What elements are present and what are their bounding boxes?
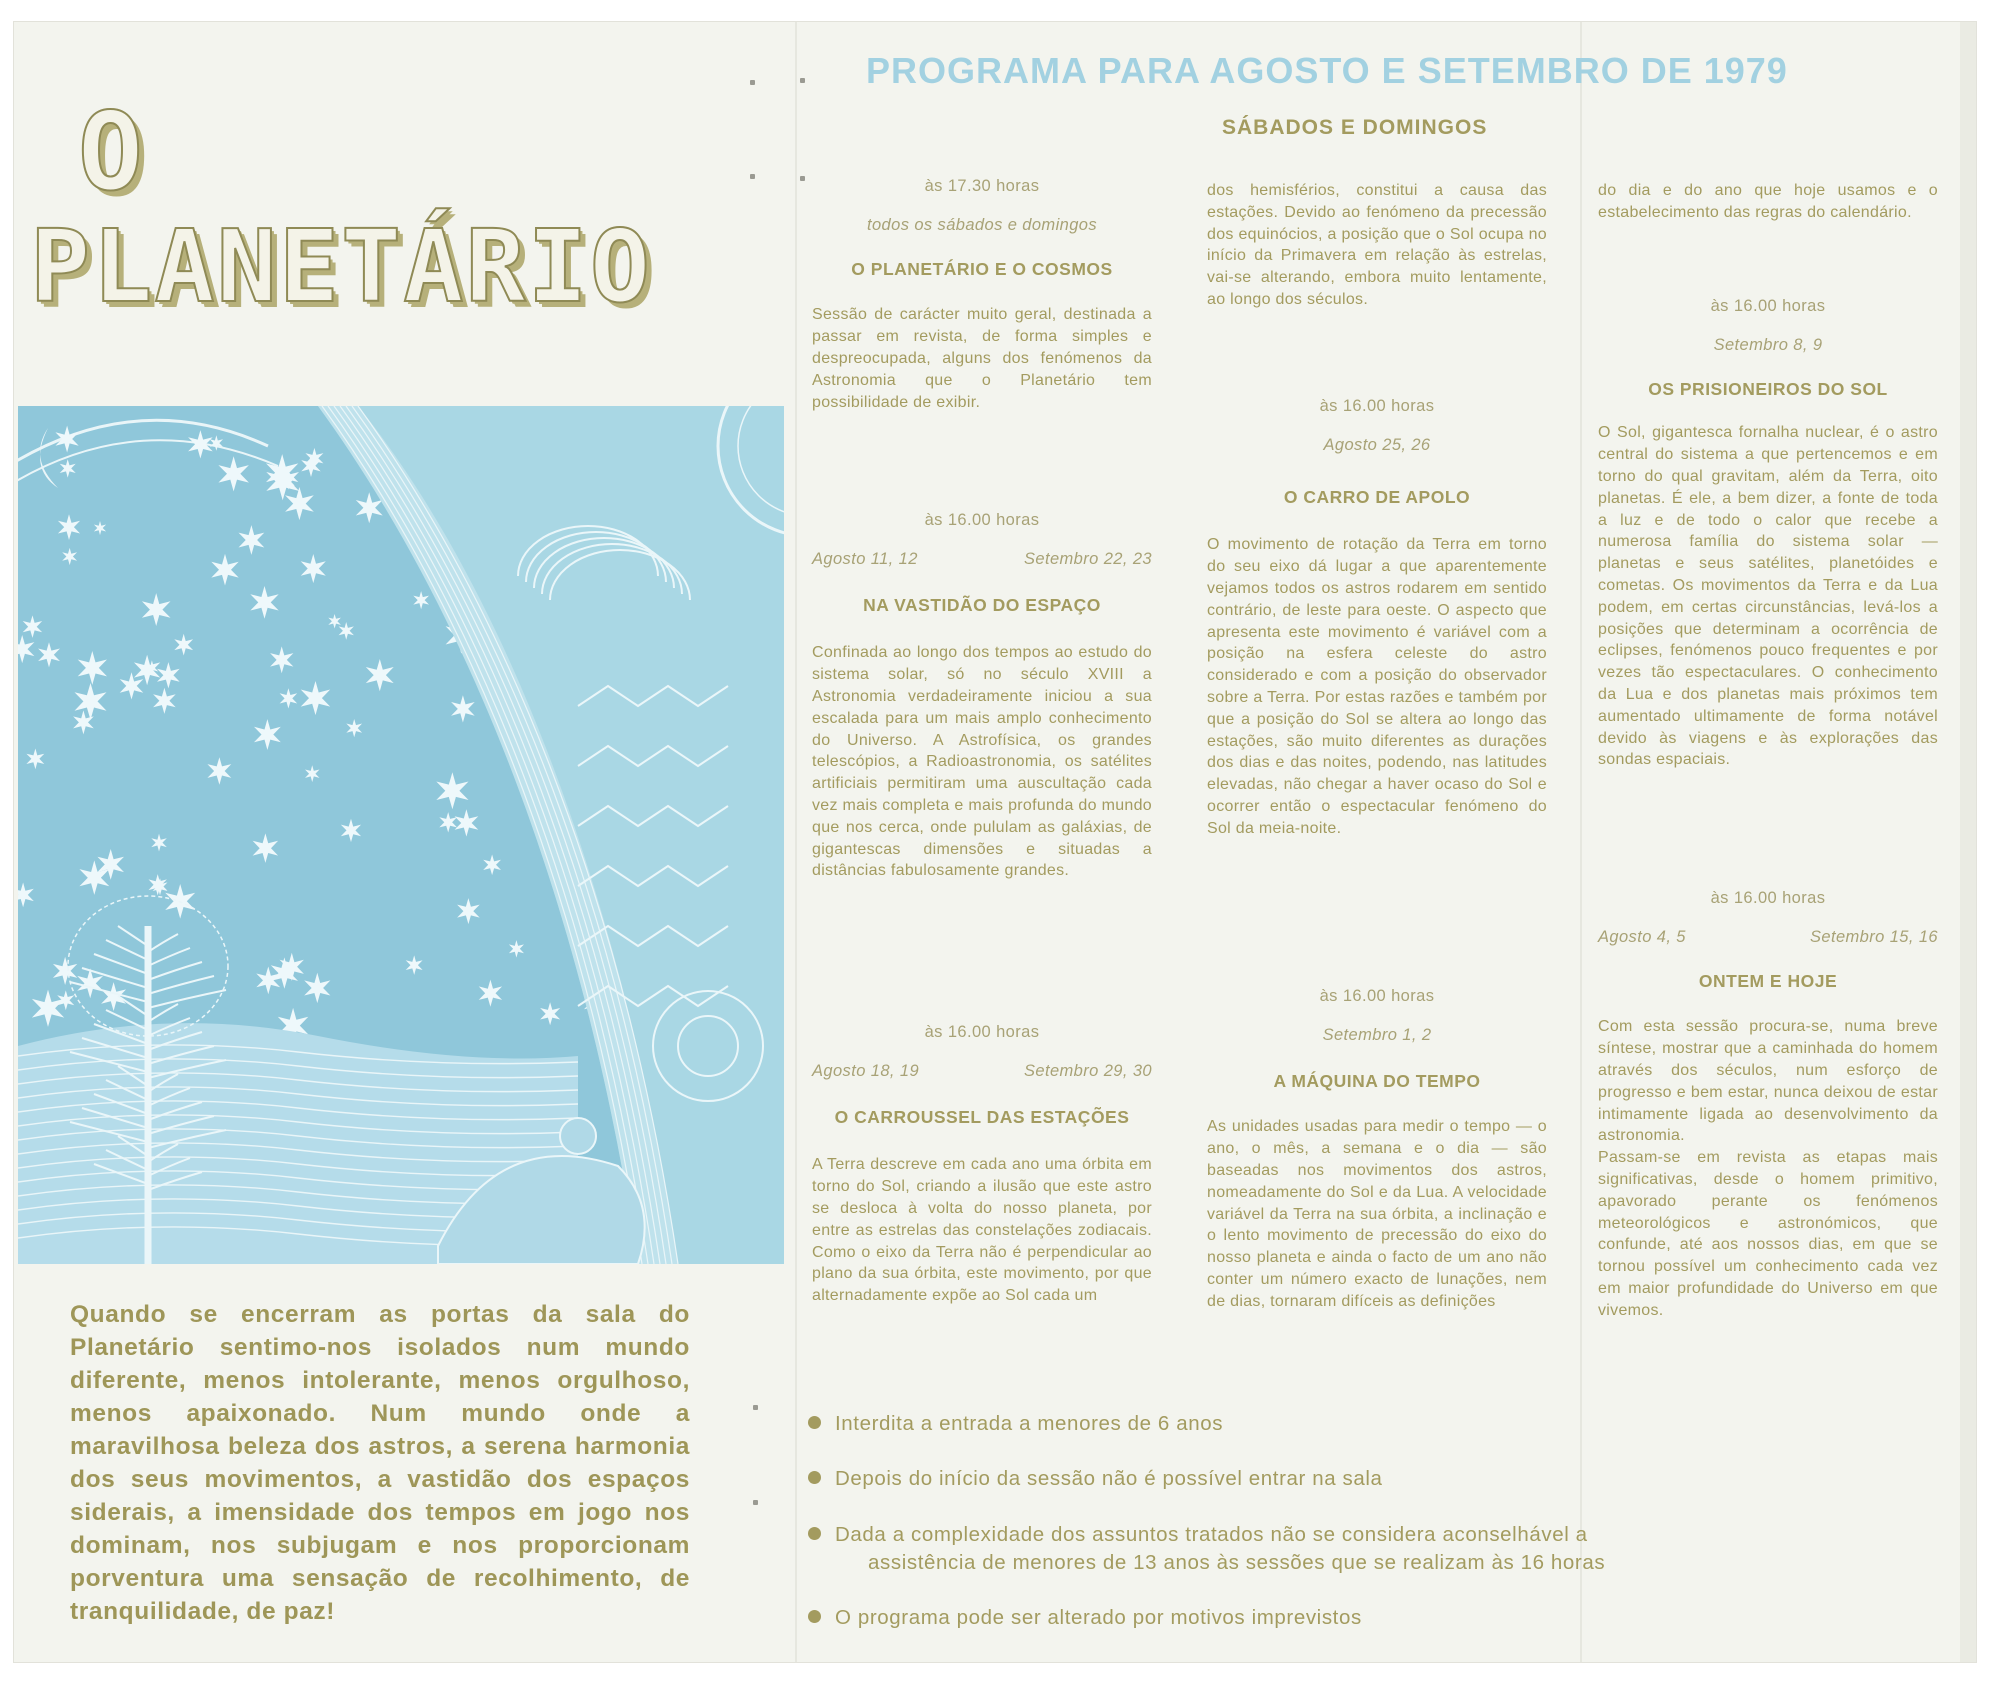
session-text: Sessão de carácter muito geral, destinada a passar em revista, de forma simples e despreocupada, alguns dos fenómenos da Astronomia que o Planetário tem possibilidade de exibir. — [812, 306, 1152, 411]
session-title: O CARRO DE APOLO — [1283, 486, 1471, 507]
session-dates — [1598, 927, 1938, 949]
session-text: O movimento de rotação da Terra em torno do seu eixo dá lugar a que aparentemente vejamos todos os astros rodarem em sentido contrário, de leste para oeste. O aspecto que apresenta este movimento é variável com a posição na esfera celeste do astro considerado e com a posição do observador sobre a Terra. Por estas razões e também por que a posição do Sol se altera ao longo das estações, são muito diferentes as durações dos dias e das noites, podendo, nas latitudes elevadas, não chegar a haver ocaso do Sol e ocorrer então o espectacular fenómeno do Sol da meia-noite. — [1207, 536, 1547, 837]
title-planetario: PLANETÁRIO — [30, 208, 653, 325]
session-date: Agosto 11, 12 — [812, 549, 918, 568]
session-dates — [812, 549, 1152, 571]
punch-mark — [800, 176, 805, 181]
session-text: Com esta sessão procura-se, numa breve síntese, mostrar que a caminhada do homem através dos séculos, num esforço de progresso e bem estar, nunca deixou de estar intimamente ligada ao desenvolvimento da astronomia. — [1598, 1018, 1938, 1145]
session-time: às 16.00 horas — [924, 1023, 1040, 1041]
punch-mark — [753, 1405, 758, 1410]
session-time: às 16.00 horas — [1710, 889, 1826, 907]
session-dates: Agosto 25, 26 — [1323, 435, 1431, 454]
session-maquina-continued — [1598, 180, 1938, 224]
session-dates: todos os sábados e domingos — [866, 215, 1098, 234]
session-carro-apolo — [1207, 396, 1547, 840]
page-edge — [1960, 22, 1976, 1662]
session-dates: Setembro 8, 9 — [1713, 335, 1823, 354]
session-text: O Sol, gigantesca fornalha nuclear, é o astro central do sistema a que pertencemos e em torno do qual gravitam, além da Terra, oito planetas. É ele, a bem dizer, a fonte de toda a luz e de todo o calor que recebe a numerosa família do sistema solar — planetas e seus satélites, planetóides e cometas. Os movimentos da Terra e da Lua podem, em certas circunstâncias, levá-los a posições que determinam a ocorrência de eclipses, fenómenos pouco frequentes e por vezes tão espectaculares. O conhecimento da Lua e dos planetas mais próximos tem aumentado ultimamente de forma notável devido às viagens e às explorações das sondas espaciais. — [1598, 424, 1938, 769]
session-title: NA VASTIDÃO DO ESPAÇO — [863, 594, 1101, 615]
session-time: às 16.00 horas — [1319, 397, 1435, 415]
session-date: Agosto 4, 5 — [1598, 927, 1686, 946]
session-text: Confinada ao longo dos tempos ao estudo do sistema solar, só no século XVIII a Astronomia verdadeiramente iniciou a sua escalada para um mais amplo conhecimento do Universo. A Astrofísica, os grandes telescópios, a Radioastronomia, os satélites artificiais permitiram uma auscultação cada vez mais completa e mais profunda do mundo que nos cerca, onde pululam as galáxias, de gigantescas dimensões e situadas a distâncias fabulosamente grandes. — [812, 644, 1152, 880]
bullet-dot-icon — [808, 1471, 821, 1484]
session-carroussel-estacoes — [812, 1022, 1152, 1307]
session-maquina-tempo — [1207, 986, 1547, 1313]
session-date: Setembro 15, 16 — [1810, 927, 1938, 946]
bullet-dot-icon — [808, 1527, 821, 1540]
fold-line — [795, 22, 797, 1662]
session-dates — [812, 1061, 1152, 1083]
session-text-continued: Passam-se em revista as etapas mais significativas, desde o homem primitivo, apavorado perante os fenómenos meteorológicos e astronómicos, que confunde, até aos nossos dias, em que se tornou possível um conhecimento cada vez em maior profundidade do Universo em que vivemos. — [1598, 1149, 1938, 1319]
session-time: às 16.00 horas — [924, 511, 1040, 529]
session-text-continued: dos hemisférios, constitui a causa das estações. Devido ao fenómeno da precessão dos equinócios, a posição que o Sol ocupa no início da Primavera em relação às estrelas, vai-se alterando, embora muito lentamente, ao longo dos séculos. — [1207, 182, 1547, 308]
session-ontem-hoje — [1598, 888, 1938, 1322]
note-item — [808, 1410, 1223, 1438]
session-dates: Setembro 1, 2 — [1322, 1025, 1432, 1044]
title-o: O — [78, 90, 144, 215]
session-title: O CARROUSSEL DAS ESTAÇÕES — [834, 1106, 1130, 1127]
session-text-continued: do dia e do ano que hoje usamos e o estabelecimento das regras do calendário. — [1598, 182, 1938, 221]
session-title: O PLANETÁRIO E O COSMOS — [851, 258, 1113, 279]
note-text: Depois do início da sessão não é possível entrar na sala — [835, 1467, 1383, 1490]
session-vastidao-espaco — [812, 510, 1152, 882]
note-text: Interdita a entrada a menores de 6 anos — [835, 1412, 1224, 1435]
session-date: Setembro 22, 23 — [1024, 549, 1152, 568]
session-time: às 16.00 horas — [1319, 987, 1435, 1005]
session-title: ONTEM E HOJE — [1698, 970, 1838, 991]
celestial-engraving-icon — [18, 406, 784, 1264]
punch-mark — [750, 80, 755, 85]
note-text: assistência de menores de 13 anos às sessões que se realizam às 16 horas — [868, 1551, 1606, 1574]
session-carroussel-continued — [1207, 180, 1547, 311]
session-prisioneiros-sol — [1598, 296, 1938, 771]
bullet-dot-icon — [808, 1610, 821, 1623]
session-time: às 16.00 horas — [1710, 297, 1826, 315]
session-time: às 17.30 horas — [924, 177, 1040, 195]
punch-mark — [753, 1500, 758, 1505]
program-subtitle: SÁBADOS E DOMINGOS — [1222, 116, 1488, 139]
intro-paragraph: Quando se encerram as portas da sala do Planetário sentimo-nos isolados num mundo diferente, menos intolerante, menos orgulhoso, menos apaixonado. Num mundo onde a maravilhosa beleza dos astros, a serena harmonia dos seus movimentos, a vastidão dos espaços siderais, a imensidade dos tempos em jogo nos dominam, nos subjugam e nos proporcionam porventura uma sensação de recolhimento, de tranquilidade, de paz! — [70, 1301, 690, 1625]
session-text: As unidades usadas para medir o tempo — o ano, o mês, a semana e o dia — são baseadas nos movimentos dos astros, nomeadamente do Sol e da Lua. A velocidade variável da Terra na sua órbita, a inclinação e o lento movimento de precessão do eixo do nosso planeta e ainda o facto de um ano não conter um número exacto de lunações, nem de dias, tornaram difíceis as definições — [1207, 1118, 1547, 1310]
session-date: Setembro 29, 30 — [1024, 1061, 1152, 1080]
session-date: Agosto 18, 19 — [812, 1061, 920, 1080]
note-text: O programa pode ser alterado por motivos imprevistos — [835, 1606, 1362, 1629]
session-title: OS PRISIONEIROS DO SOL — [1648, 378, 1888, 399]
fold-line — [1580, 22, 1582, 1662]
bullet-dot-icon — [808, 1416, 821, 1429]
punch-mark — [800, 78, 805, 83]
punch-mark — [750, 174, 755, 179]
note-item — [808, 1465, 1383, 1493]
session-text: A Terra descreve em cada ano uma órbita em torno do Sol, criando a ilusão que este astro se desloca à volta do nosso planeta, por entre as estrelas das constelações zodiacais. Como o eixo da Terra não é perpendicular ao plano da sua órbita, este movimento, por que alternadamente expõe ao Sol cada um — [812, 1156, 1152, 1305]
program-title: PROGRAMA PARA AGOSTO E SETEMBRO DE 1979 — [866, 50, 1788, 91]
session-planetario-cosmos — [812, 176, 1152, 413]
note-item — [808, 1604, 1362, 1632]
note-text: Dada a complexidade dos assuntos tratados não se considera aconselhável a — [835, 1523, 1588, 1546]
note-item — [808, 1521, 1605, 1577]
session-title: A MÁQUINA DO TEMPO — [1273, 1070, 1481, 1091]
